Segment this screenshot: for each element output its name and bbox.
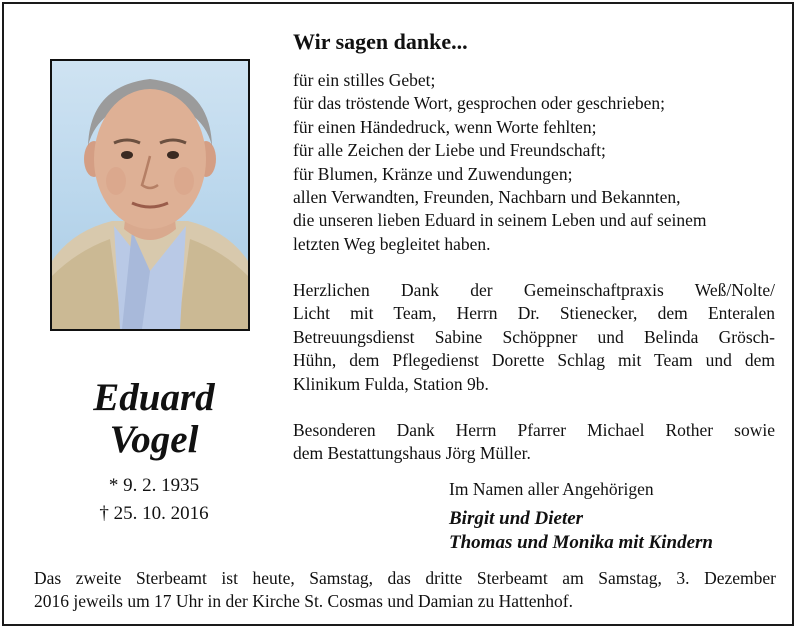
special-thanks-paragraph — [293, 419, 775, 466]
service-notice-line: Das zweite Sterbeamt ist heute, Samstag, das dritte Sterbeamt am Samstag, 3. Dezember — [34, 568, 776, 588]
birth-date: * 9. 2. 1935 — [108, 475, 200, 496]
service-notice — [34, 567, 776, 613]
thanks-line: die unseren lieben Eduard in seinem Leben und auf seinem — [293, 210, 707, 231]
service-notice-line: 2016 jeweils um 17 Uhr in der Kirche St. Cosmas und Damian zu Hattenhof. — [34, 591, 573, 611]
deceased-first-name: Eduard — [93, 376, 215, 419]
practice-thanks-line: Betreuungsdienst Sabine Schöppner und Belinda Grösch- — [293, 326, 775, 347]
thanks-paragraph — [293, 69, 775, 256]
practice-thanks-line: Herzlichen Dank der Gemeinschaftpraxis Weß/Nolte/ — [293, 280, 775, 300]
thanks-line: für das tröstende Wort, gesprochen oder geschrieben; — [293, 93, 665, 114]
thanks-line: für ein stilles Gebet; — [293, 70, 436, 90]
headline: Wir sagen danke... — [293, 29, 468, 54]
thanks-line: allen Verwandten, Freunden, Nachbarn und Bekannten, — [293, 187, 681, 208]
practice-thanks-line: Hühn, dem Pflegedienst Dorette Schlag mit Team und dem — [293, 350, 775, 371]
practice-thanks-line: Licht mit Team, Herrn Dr. Stienecker, dem Enteralen — [293, 303, 775, 324]
signer-name: Birgit und Dieter — [449, 508, 584, 529]
signer-name: Thomas und Monika mit Kindern — [449, 532, 713, 553]
deceased-last-name: Vogel — [109, 418, 199, 461]
signature-names — [449, 507, 713, 555]
thanks-line: für einen Händedruck, wenn Worte fehlten; — [293, 116, 597, 137]
practice-thanks-paragraph — [293, 279, 775, 396]
thanks-line: für Blumen, Kränze und Zuwendungen; — [293, 163, 573, 184]
portrait-photo — [50, 59, 250, 331]
special-thanks-line: dem Bestattungshaus Jörg Müller. — [293, 443, 531, 464]
portrait-illustration — [52, 61, 248, 329]
thanks-line: für alle Zeichen der Liebe und Freundschaft; — [293, 140, 606, 161]
signature-intro: Im Namen aller Angehörigen — [449, 479, 654, 499]
thanks-line: letzten Weg begleitet haben. — [293, 233, 491, 254]
obituary-card — [2, 2, 794, 626]
special-thanks-line: Besonderen Dank Herrn Pfarrer Michael Rother sowie — [293, 420, 775, 440]
death-date: † 25. 10. 2016 — [99, 503, 209, 524]
practice-thanks-line: Klinikum Fulda, Station 9b. — [293, 373, 489, 394]
